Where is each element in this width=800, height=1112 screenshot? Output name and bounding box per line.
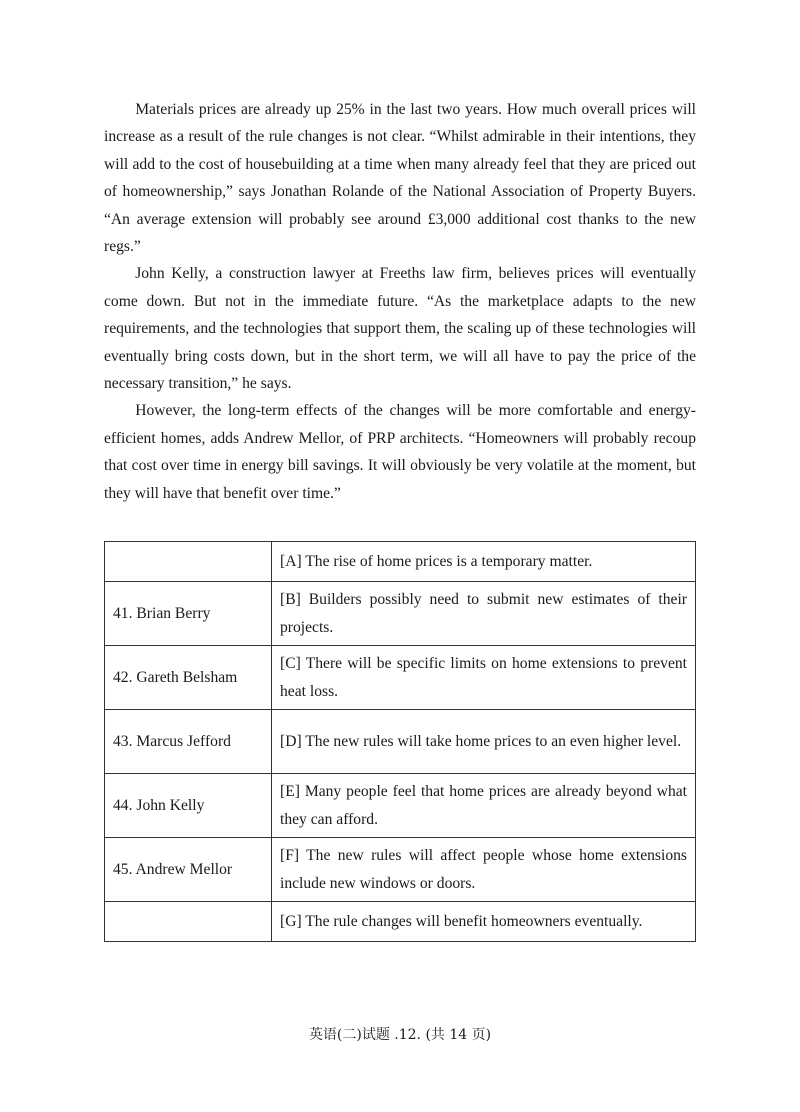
table-row [105,902,696,942]
person-cell: 42. Gareth Belsham [105,646,272,710]
paragraph-3: However, the long-term effects of the changes will be more comfortable and energy-efficient homes, adds Andrew Mellor, of PRP architects. “Homeowners will probably recoup that cost over time in energy bill savings. It will obviously be very volatile at the moment, but they will have that benefit over time.” [104,402,696,502]
person-cell: 45. Andrew Mellor [105,838,272,902]
table-row [105,542,696,582]
page-footer: 英语(二)试题 .12. (共 14 页) [308,1027,492,1043]
option-cell: [A] The rise of home prices is a temporary matter. [272,542,696,582]
paragraph-2: John Kelly, a construction lawyer at Freeths law firm, believes prices will eventually come down. But not in the immediate future. “As the marketplace adapts to the new requirements, and the technologies that support them, the scaling up of these technologies will eventually bring costs down, but in the short term, we will all have to pay the price of the necessary transition,” he says. [104,265,696,393]
table-row [105,646,696,710]
option-cell: [G] The rule changes will benefit homeowners eventually. [272,902,696,942]
option-cell: [B] Builders possibly need to submit new estimates of their projects. [272,582,696,646]
person-cell: 44. John Kelly [105,774,272,838]
option-cell: [F] The new rules will affect people whose home extensions include new windows or doors. [272,838,696,902]
table-row [105,774,696,838]
table-row [105,582,696,646]
passage [104,96,696,507]
person-cell: 41. Brian Berry [105,582,272,646]
option-cell: [D] The new rules will take home prices to an even higher level. [272,710,696,774]
person-cell: 43. Marcus Jefford [105,710,272,774]
option-cell: [E] Many people feel that home prices are already beyond what they can afford. [272,774,696,838]
option-cell: [C] There will be specific limits on home extensions to prevent heat loss. [272,646,696,710]
paragraph-1: Materials prices are already up 25% in the last two years. How much overall prices will increase as a result of the rule changes is not clear. “Whilst admirable in their intentions, they will add to the cost of housebuilding at a time when many already feel that they are priced out of homeownership,” says Jonathan Rolande of the National Association of Property Buyers. “An average extension will probably see around £3,000 additional cost thanks to the new regs.” [104,101,696,256]
table-row [105,710,696,774]
table-row [105,838,696,902]
person-cell [105,542,272,582]
person-cell [105,902,272,942]
matching-table [104,541,696,942]
